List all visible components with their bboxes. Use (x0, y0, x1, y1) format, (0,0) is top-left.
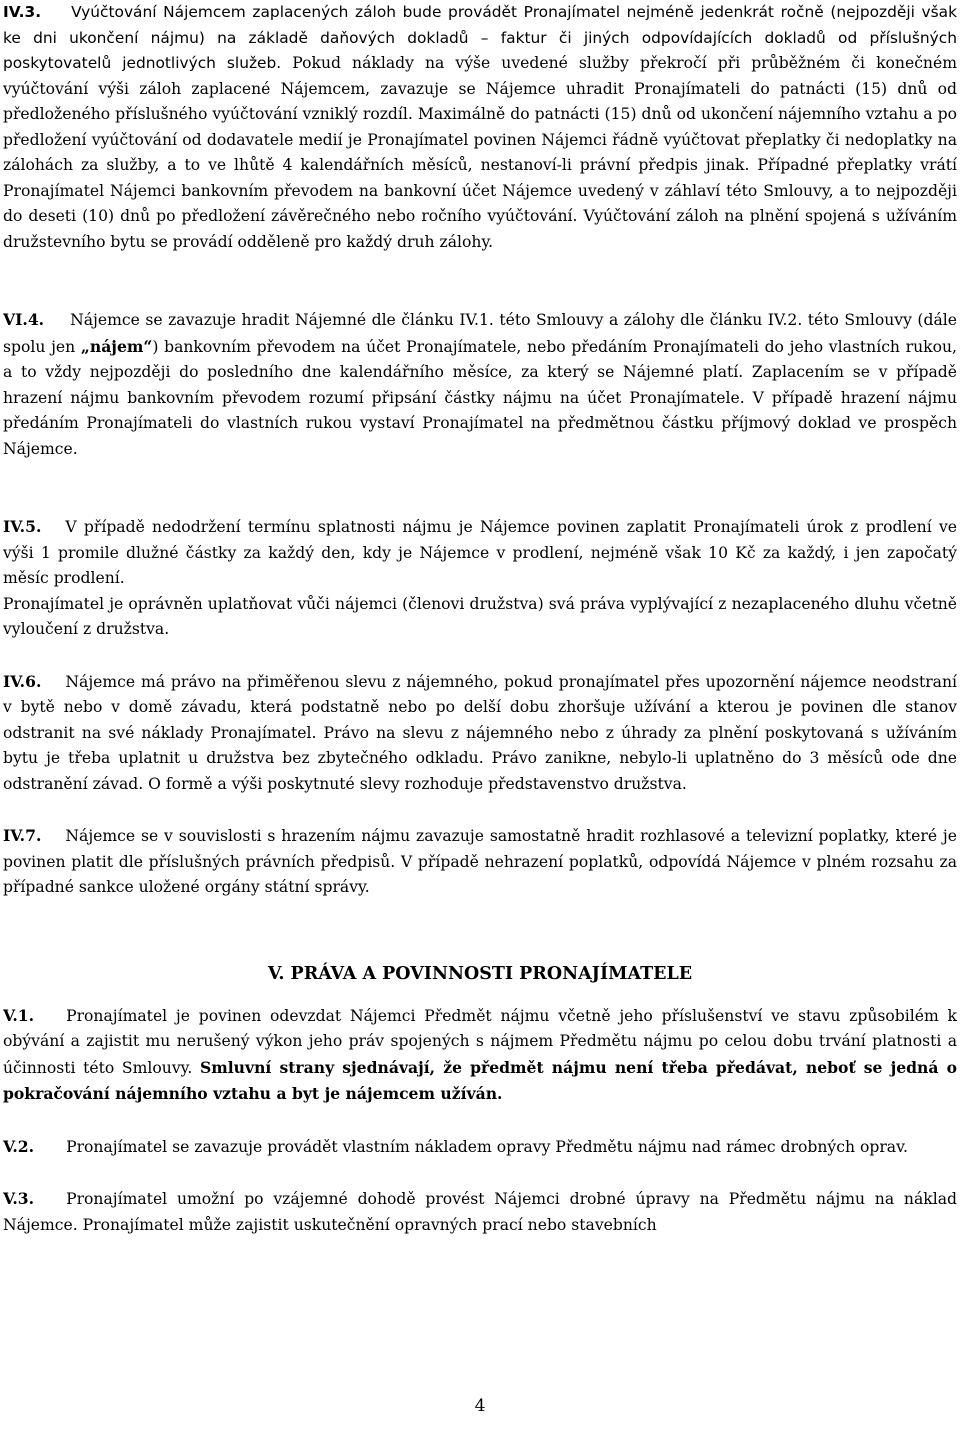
page-number: 4 (474, 1396, 486, 1416)
section-number: V.3. (3, 1189, 35, 1208)
section-number: IV.3. (3, 3, 42, 21)
paragraph-text: Vyúčtování Nájemcem zaplacených záloh bude provádět Pronajímatel nejméně jedenkrát ročně (nejpozději však ke dni ukončení nájmu) na základě daňových dokladů – faktur či jiných odpovídajících dokladů od příslušných poskytovatelů jednotlivých služeb. (3, 3, 957, 72)
paragraph-text: ) bankovním převodem na účet Pronajímatele, nebo předáním Pronajímateli do jeho vlastních rukou, a to vždy nejpozději do posledního dne kalendářního měsíce, za který se Nájemné platí. Zaplacením se v případě hrazení nájmu bankovním převodem rozumí připsání částky nájmu na účet Pronajímatele. V případě hrazení nájmu předáním Pronajímateli do vlastních rukou vystaví Pronajímatel na předmětnou částku příjmový doklad ve prospěch Nájemce. (3, 337, 957, 458)
paragraph-text: Nájemce má právo na přiměřenou slevu z nájemného, pokud pronajímatel přes upozornění nájemce neodstraní v bytě nebo v domě závadu, která podstatně nebo po delší dobu zhoršuje užívání a kterou je povinen dle stanov odstranit na své náklady Pronajímatel. Právo na slevu z nájemného nebo z úhrady za plnění poskytovaná s užíváním bytu je třeba uplatnit u družstva bez zbytečného odkladu. Právo zanikne, nebylo-li uplatněno do 3 měsíců ode dne odstranění závad. O formě a výši poskytnuté slevy rozhoduje představenstvo družstva. (3, 672, 957, 793)
paragraph-text: Pronajímatel je povinen odevzdat Nájemci Předmět nájmu včetně jeho příslušenství ve stavu způsobilém k obývání a zajistit mu nerušený výkon jeho práv spojených s nájmem Předmětu nájmu po celou dobu trvání platnosti a účinnosti této Smlouvy. (3, 1006, 957, 1077)
paragraph-text: Pokud náklady na výše uvedené služby překročí při průběžném či konečném vyúčtování výši záloh zaplacené Nájemcem, zavazuje se Nájemce uhradit Pronajímateli do patnácti (15) dnů od předloženého příslušného vyúčtování vzniklý rozdíl. Maximálně do patnácti (15) dnů od ukončení nájemního vztahu a po předložení vyúčtování od dodavatele medií je Pronajímatel povinen Nájemci řádně vyúčtovat přeplatky či nedoplatky na zálohách za služby, a to ve lhůtě 4 kalendářních měsíců, nestanoví-li právní předpis jinak. Případné přeplatky vrátí Pronajímatel Nájemci bankovním převodem na bankovní účet Nájemce uvedený v záhlaví této Smlouvy, a to nejpozději do deseti (10) dnů po předložení závěrečného nebo ročního vyúčtování. Vyúčtování záloh na plnění spojená s užíváním družstevního bytu se provádí odděleně pro každý druh zálohy. (3, 54, 957, 251)
paragraph-text: Pronajímatel se zavazuje provádět vlastním nákladem opravy Předmětu nájmu nad rámec drobných oprav. (66, 1137, 908, 1156)
paragraph-iv7 (3, 823, 957, 901)
section-heading-v: V. PRÁVA A POVINNOSTI PRONAJÍMATELE (267, 963, 693, 984)
paragraph-text: Pronajímatel je oprávněn uplatňovat vůči nájemci (členovi družstva) svá práva vyplývající z nezaplaceného dluhu včetně vyloučení z družstva. (3, 594, 957, 638)
paragraph-iv5 (3, 514, 957, 592)
paragraph-iv5-continued (3, 592, 957, 643)
section-number: IV.7. (3, 826, 42, 845)
paragraph-iv3 (3, 0, 957, 255)
paragraph-text: V případě nedodržení termínu splatnosti nájmu je Nájemce povinen zaplatit Pronajímateli úrok z prodlení ve výši 1 promile dlužné částky za každý den, kdy je Nájemce v prodlení, nejméně však 10 Kč za každý, i jen započatý měsíc prodlení. (3, 518, 957, 587)
section-number: IV.5. (3, 517, 42, 536)
paragraph-text: Nájemce se v souvislosti s hrazením nájmu zavazuje samostatně hradit rozhlasové a televizní poplatky, které je povinen platit dle příslušných právních předpisů. V případě nehrazení poplatků, odpovídá Nájemce v plném rozsahu za případné sankce uložené orgány státní správy. (3, 827, 957, 896)
paragraph-text: Nájemce se zavazuje hradit Nájemné dle článku IV.1. této Smlouvy a zálohy dle článku IV.2. této Smlouvy (dále spolu jen (3, 311, 957, 356)
paragraph-v2 (3, 1134, 957, 1161)
section-number: V.1. (3, 1005, 35, 1025)
paragraph-text: Pronajímatel umožní po vzájemné dohodě provést Nájemci drobné úpravy na Předmětu nájmu na náklad Nájemce. Pronajímatel může zajistit uskutečnění opravných prací nebo stavebních (3, 1190, 957, 1234)
section-number: VI.4. (3, 310, 45, 329)
paragraph-v1 (3, 1003, 957, 1108)
paragraph-vi4 (3, 307, 957, 462)
paragraph-iv6 (3, 669, 957, 798)
paragraph-bold-text: Smluvní strany sjednávají, že předmět nájmu není třeba předávat, neboť se jedná o pokračování nájemního vztahu a byt je nájemcem užíván. (3, 1057, 957, 1103)
paragraph-v3 (3, 1186, 957, 1238)
section-number: IV.6. (3, 671, 42, 691)
section-number: V.2. (3, 1136, 35, 1156)
defined-term: „nájem“ (80, 336, 153, 356)
